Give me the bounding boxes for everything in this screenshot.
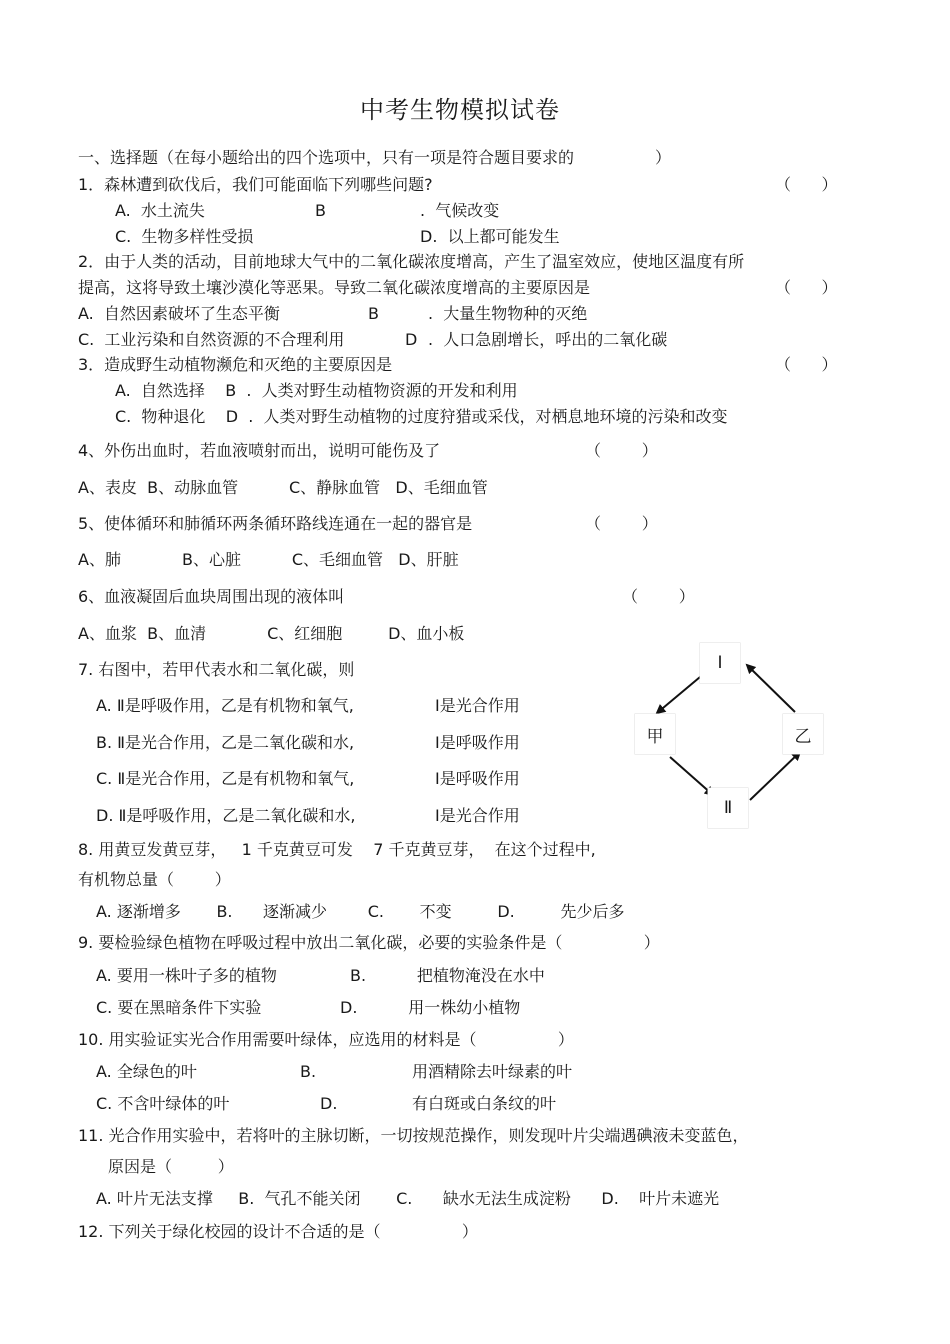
q6-answer-bracket: （ ） [622, 587, 695, 606]
q8-stem-line2: 有机物总量（ ） [78, 870, 231, 889]
q10-option-a: A. 全绿色的叶 [96, 1062, 197, 1081]
q4-stem: 4、外伤出血时，若血液喷射而出，说明可能伤及了 [78, 441, 441, 460]
q1-answer-bracket: （ ） [775, 175, 838, 194]
q10-option-b: 用酒精除去叶绿素的叶 [412, 1062, 573, 1081]
diagram-node-i: Ⅰ [700, 643, 740, 683]
q4-answer-bracket: （ ） [585, 441, 658, 460]
q1-option-d: D. 以上都可能发生 [420, 227, 560, 246]
q10-option-b-letter: B. [300, 1062, 317, 1081]
q11-stem-line1: 11. 光合作用实验中，若将叶的主脉切断，一切按规范操作，则发现叶片尖端遇碘液未变蓝色， [78, 1126, 749, 1145]
q9-option-c: C. 要在黑暗条件下实验 [96, 998, 262, 1017]
diagram-node-jia: 甲 [635, 714, 675, 754]
q6-options: A、血浆 B、血清 C、红细胞 D、血小板 [78, 624, 465, 643]
q1-option-a: A. 水土流失 [115, 201, 205, 220]
diagram-node-yi: 乙 [783, 714, 823, 754]
q7-option-b: B. Ⅱ是光合作用，乙是二氧化碳和水, [96, 733, 355, 752]
q4-options: A、表皮 B、动脉血管 C、静脉血管 D、毛细血管 [78, 478, 488, 497]
q6-stem: 6、血液凝固后血块周围出现的液体叫 [78, 587, 345, 606]
q1-stem: 1．森林遭到砍伐后，我们可能面临下列哪些问题? [78, 175, 433, 194]
q2-option-b-letter: B [368, 304, 379, 323]
q7-option-d: D. Ⅱ是呼吸作用，乙是二氧化碳和水, [96, 806, 356, 825]
q10-option-d-letter: D. [320, 1094, 338, 1113]
q2-answer-bracket: （ ） [775, 278, 838, 297]
q10-stem: 10. 用实验证实光合作用需要叶绿体，应选用的材料是（ ） [78, 1030, 574, 1049]
q2-option-a: A. 自然因素破坏了生态平衡 [78, 304, 280, 323]
q5-stem: 5、使体循环和肺循环两条循环路线连通在一起的器官是 [78, 514, 473, 533]
q1-option-c: C. 生物多样性受损 [115, 227, 254, 246]
q3-stem: 3．造成野生动植物濒危和灭绝的主要原因是 [78, 355, 393, 374]
q1-option-b: . 气候改变 [420, 201, 500, 220]
q2-option-c: C. 工业污染和自然资源的不合理利用 [78, 330, 345, 349]
q3-options-line2: C. 物种退化 D . 人类对野生动植物的过度狩猎或采伐，对栖息地环境的污染和改变 [115, 407, 728, 426]
q9-option-b: B. 把植物淹没在水中 [350, 966, 545, 985]
arrow-top-to-left [657, 672, 706, 713]
q2-option-d: . 人口急剧增长，呼出的二氧化碳 [428, 330, 668, 349]
q3-answer-bracket: （ ） [775, 355, 838, 374]
q7-option-c: C. Ⅱ是光合作用，乙是有机物和氧气, [96, 769, 355, 788]
q7-option-c-tail: Ⅰ是呼吸作用 [435, 769, 520, 788]
section-heading: 一、选择题（在每小题给出的四个选项中，只有一项是符合题目要求的 [78, 148, 575, 167]
q2-option-b: . 大量生物物种的灭绝 [428, 304, 588, 323]
q9-stem: 9. 要检验绿色植物在呼吸过程中放出二氧化碳，必要的实验条件是（ ） [78, 933, 660, 952]
q5-answer-bracket: （ ） [585, 514, 658, 533]
q2-stem-line1: 2．由于人类的活动，目前地球大气中的二氧化碳浓度增高，产生了温室效应，使地区温度有所 [78, 252, 745, 271]
q11-options: A. 叶片无法支撑 B. 气孔不能关闭 C. 缺水无法生成淀粉 D. 叶片未遮光 [96, 1189, 720, 1208]
q7-option-a-tail: Ⅰ是光合作用 [435, 696, 520, 715]
q7-stem: 7. 右图中，若甲代表水和二氧化碳，则 [78, 660, 355, 679]
q11-stem-line2: 原因是（ ） [108, 1157, 234, 1176]
q7-option-d-tail: Ⅰ是光合作用 [435, 806, 520, 825]
q7-option-a: A. Ⅱ是呼吸作用，乙是有机物和氧气, [96, 696, 354, 715]
q2-stem-line2: 提高，这将导致土壤沙漠化等恶果。导致二氧化碳浓度增高的主要原因是 [78, 278, 591, 297]
q12-stem: 12. 下列关于绿化校园的设计不合适的是（ ） [78, 1222, 478, 1241]
arrow-left-to-bottom [670, 757, 713, 795]
q8-options: A. 逐渐增多 B. 逐渐减少 C. 不变 D. 先少后多 [96, 902, 625, 921]
section-heading-close: ） [655, 148, 672, 167]
diagram-node-ii: Ⅱ [708, 788, 748, 828]
q3-options-line1: A. 自然选择 B . 人类对野生动植物资源的开发和利用 [115, 381, 518, 400]
q1-option-b-letter: B [315, 201, 326, 220]
q8-stem-line1: 8. 用黄豆发黄豆芽， 1 千克黄豆可发 7 千克黄豆芽， 在这个过程中, [78, 840, 596, 859]
q2-option-d-letter: D [405, 330, 418, 349]
arrow-right-to-top [747, 665, 795, 712]
q10-option-c: C. 不含叶绿体的叶 [96, 1094, 230, 1113]
page-title: 中考生物模拟试卷 [360, 96, 560, 124]
q10-option-d: 有白斑或白条纹的叶 [412, 1094, 557, 1113]
q7-option-b-tail: Ⅰ是呼吸作用 [435, 733, 520, 752]
q9-option-d: D. 用一株幼小植物 [340, 998, 521, 1017]
q5-options: A、肺 B、心脏 C、毛细血管 D、肝脏 [78, 550, 459, 569]
q9-option-a: A. 要用一株叶子多的植物 [96, 966, 277, 985]
arrow-bottom-to-right [750, 752, 800, 800]
